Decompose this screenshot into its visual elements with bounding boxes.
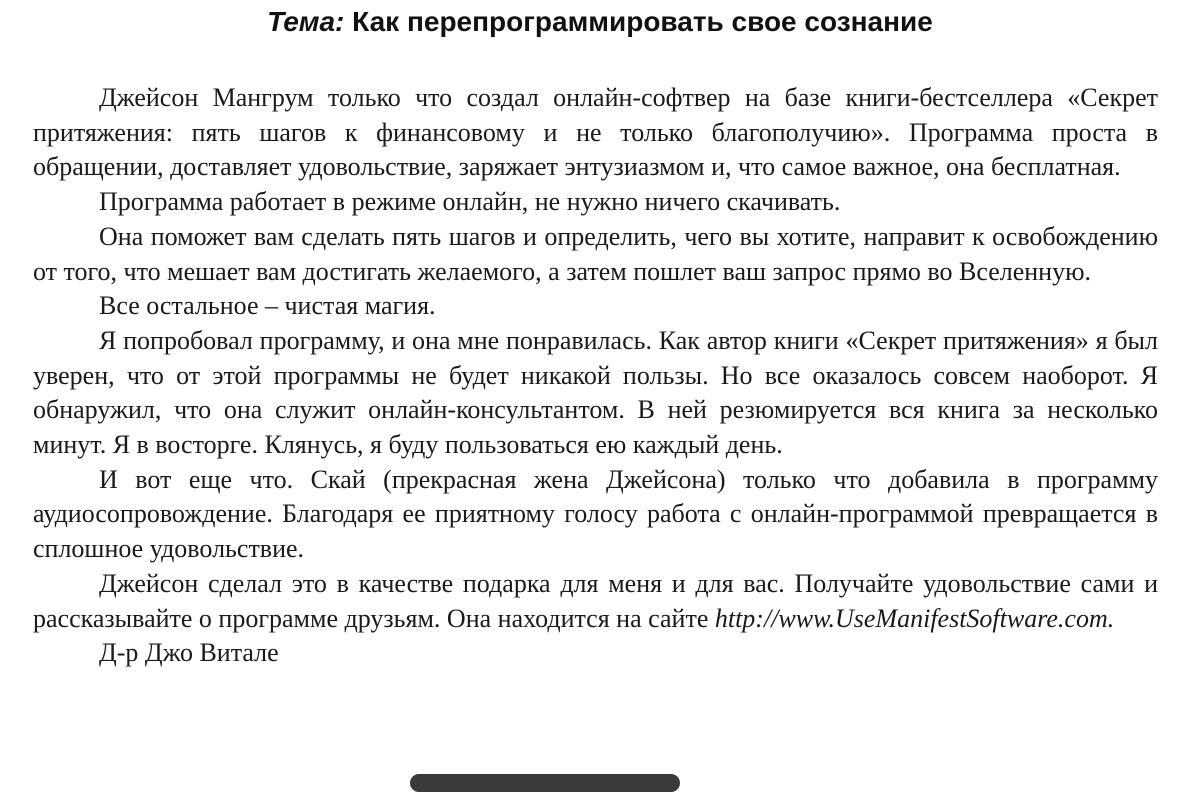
paragraph-text: Джейсон сделал это в качестве подарка для меня и для вас. Получайте удовольствие сами и рассказывайте о программе друзьям. Она находится на сайте xyxy=(33,568,1158,633)
paragraph: Программа работает в режиме онлайн, не нужно ничего скачивать. xyxy=(99,187,841,217)
signature: Д-р Джо Витале xyxy=(99,638,279,668)
paragraph: Джейсон Мангрум только что создал онлайн-софтвер на базе книги-бестселлера «Секрет притяжения: пять шагов к финансовому и не только благополучию». Программа проста в обращении, доставляет удовольствие, заряжает энтузиазмом и, что самое важное, она бесплатная. xyxy=(33,83,1158,182)
paragraph: И вот еще что. Скай (прекрасная жена Джейсона) только что добавила в программу аудиосопровождение. Благодаря ее приятному голосу работа с онлайн-программой превращается в сплошное удовольствие. xyxy=(33,464,1158,564)
page-title xyxy=(0,2,1200,42)
topic-label: Тема: xyxy=(267,6,345,37)
paragraph-with-link xyxy=(33,567,1158,636)
website-link[interactable]: http://www.UseManifestSoftware.com. xyxy=(714,603,1115,633)
home-indicator-bar[interactable] xyxy=(410,774,680,792)
paragraph: Она поможет вам сделать пять шагов и определить, чего вы хотите, направит к освобождению от того, что мешает вам достигать желаемого, а затем пошлет ваш запрос прямо во Вселенную. xyxy=(33,221,1158,286)
paragraph: Я попробовал программу, и она мне понравилась. Как автор книги «Секрет притяжения» я был уверен, что от этой программы не будет никакой пользы. Но все оказалось совсем наоборот. Я обнаружил, что она служит онлайн-консультантом. В ней резюмируется вся книга за несколько минут. Я в восторге. Клянусь, я буду пользоваться ею каждый день. xyxy=(33,325,1158,460)
topic-title: Как перепрограммировать свое сознание xyxy=(352,6,933,37)
letter-body xyxy=(33,81,1158,671)
paragraph: Все остальное – чистая магия. xyxy=(99,291,436,321)
